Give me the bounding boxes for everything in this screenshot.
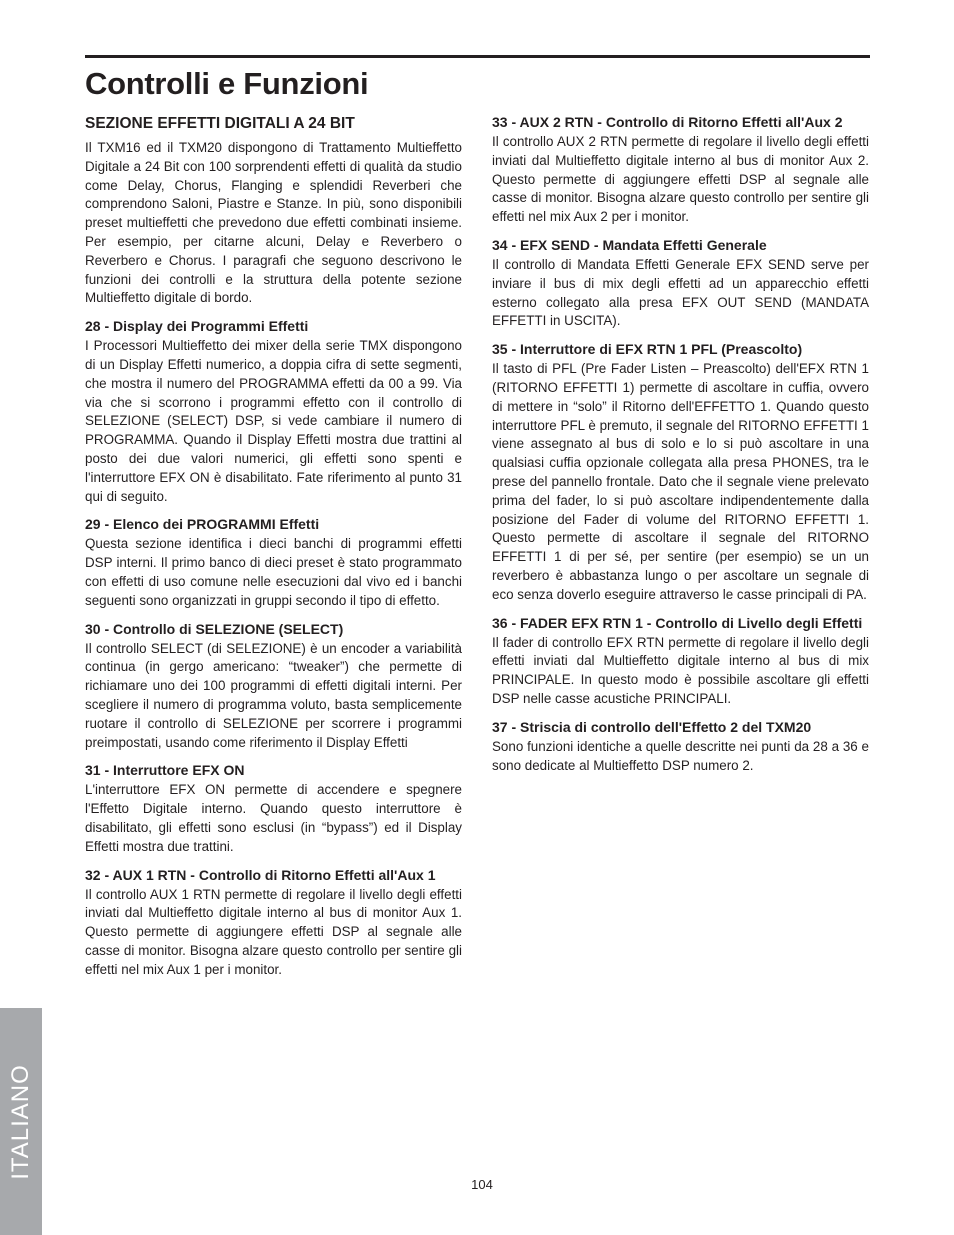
page-title: Controlli e Funzioni — [85, 66, 369, 101]
side-tab-label: ITALIANO — [7, 1064, 34, 1180]
top-rule — [85, 55, 870, 58]
item-heading: 33 - AUX 2 RTN - Controllo di Ritorno Effetti all'Aux 2 — [492, 114, 843, 130]
item-text: Il controllo SELECT (di SELEZIONE) è un encoder a variabilità continua (in gergo americano: “tweaker”) che permette di richiamare uno dei 100 programmi di effetti digitali interni. Per scegliere il numero di programma voluto, basta semplicemente ruotare il controllo di SELEZIONE per scorrere i programmi preimpostati, usando come riferimento il Display Effetti — [85, 640, 462, 750]
item-text: I Processori Multieffetto dei mixer della serie TMX dispongono di un Display Effetti numerico, a doppia cifra di sette segmenti, che mostra il numero del PROGRAMMA effetti da 00 a 99. Via via che si scorrono i programmi effetto con il controllo di SELEZIONE (SELECT) DSP, si vede cambiare il numero di PROGRAMMA. Quando il Display Effetti mostra due trattini al posto dei due valori numerici, gli effetti sono spenti e l'interruttore EFX ON è disabilitato. Fate riferimento al punto 31 qui di seguito. — [85, 338, 462, 504]
language-side-tab — [0, 1008, 42, 1235]
right-column — [492, 112, 869, 775]
item-36 — [492, 613, 869, 709]
item-37 — [492, 717, 869, 776]
item-heading: 28 - Display dei Programmi Effetti — [85, 318, 309, 335]
item-text: Il fader di controllo EFX RTN permette di regolare il livello degli effetti inviati dal Multieffetto digitale interno al bus di mix PRINCIPALE. In questo modo è possibile ascoltare gli effetti DSP nelle casse acustiche PRINCIPALI. — [492, 634, 869, 706]
item-text: Il controllo AUX 2 RTN permette di regolare il livello degli effetti inviati dal Multieffetto digitale interno al bus di monitor Aux 2. Questo permette di aggiungere effetti DSP al segnale alle casse di monitor. Bisogna alzare questo controllo per sentire gli effetti nel mix Aux 2 per i monitor. — [492, 134, 869, 225]
item-text: Il tasto di PFL (Pre Fader Listen – Preascolto) dell'EFX RTN 1 (RITORNO EFFETTI 1) permette di ascoltare in cuffia, ovvero di mettere in “solo” il Ritorno dell'EFFETTO 1. Quando questo interruttore PFL è premuto, il segnale del RITORNO EFFETTI 1 viene assegnato al bus di solo e lo si può ascoltare in una qualsiasi cuffia opzionale collegata alla presa PHONES, tra le prese del pannello frontale. Dato che il segnale viene prelevato prima del fader, lo si può ascoltare indipendentemente dalla posizione del Fader di volume del RITORNO EFFETTI 1. Questo permette di ascoltare il segnale del RITORNO EFFETTI 1 di per sé, per sentire (per esempio) se un un reverbero è abbastanza lungo o per ascoltare un segnale di eco senza doverlo eseguire attraverso le casse principali di PA. — [492, 361, 869, 602]
item-heading: 37 - Striscia di controllo dell'Effetto 2 del TXM20 — [492, 718, 812, 735]
intro-paragraph: Il TXM16 ed il TXM20 dispongono di Trattamento Multieffetto Digitale a 24 Bit con 100 sorprendenti effetti di qualità da studio come Delay, Chorus, Flanging e splendidi Reverberi che comprendono Saloni, Piastre e Stanze. In più, sono disponibili preset multieffetti che prevedono due effetti combinati insieme. Per esempio, per citarne alcuni, Delay e Reverbero o Reverbero e Chorus. I paragrafi che seguono descrivono le funzioni dei controlli e la struttura della potente sezione Multieffetto digitale di bordo. — [85, 140, 462, 306]
item-33 — [492, 112, 869, 227]
item-32 — [85, 865, 462, 980]
item-heading: 30 - Controllo di SELEZIONE (SELECT) — [85, 620, 344, 637]
item-text: Il controllo di Mandata Effetti Generale EFX SEND serve per inviare il bus di mix degli effetti ad un apparecchio effetti esterno collegato alla presa EFX OUT SEND (MANDATA EFFETTI in USCITA). — [492, 256, 869, 329]
page-number: 104 — [471, 1177, 493, 1192]
section-heading: SEZIONE EFFETTI DIGITALI A 24 BIT — [85, 115, 355, 132]
item-31 — [85, 760, 462, 856]
item-heading: 35 - Interruttore di EFX RTN 1 PFL (Preascolto) — [492, 341, 803, 358]
item-text: Questa sezione identifica i dieci banchi di programmi effetti DSP interni. Il primo banco di dieci preset è stato programmato con effetti di uso comune nelle esecuzioni dal vivo ed i banchi seguenti sono organizzati in gruppi secondo il tipo di effetto. — [85, 536, 462, 608]
item-35 — [492, 339, 869, 604]
item-29 — [85, 514, 462, 610]
item-text: Sono funzioni identiche a quelle descritte nei punti da 28 a 36 e sono dedicate al Multieffetto DSP numero 2. — [492, 738, 869, 773]
item-30 — [85, 619, 462, 753]
item-heading: 32 - AUX 1 RTN - Controllo di Ritorno Effetti all'Aux 1 — [85, 866, 436, 883]
item-heading: 36 - FADER EFX RTN 1 - Controllo di Livello degli Effetti — [492, 614, 863, 631]
item-text: L'interruttore EFX ON permette di accendere e spegnere l'Effetto Digitale interno. Quando questo interruttore è disabilitato, gli effetti sono esclusi (in “bypass”) ed il Display Effetti mostra due trattini. — [85, 782, 462, 854]
item-heading: 31 - Interruttore EFX ON — [85, 762, 245, 779]
item-heading: 29 - Elenco dei PROGRAMMI Effetti — [85, 516, 320, 533]
item-28 — [85, 316, 462, 506]
item-text: Il controllo AUX 1 RTN permette di regolare il livello degli effetti inviati dal Multieffetto digitale interno al bus di monitor Aux 1. Questo permette di aggiungere effetti DSP al segnale alle casse di monitor. Bisogna alzare questo controllo per sentire gli effetti nel mix Aux 1 per i monitor. — [85, 886, 462, 977]
left-column — [85, 112, 462, 979]
item-34 — [492, 235, 869, 331]
item-heading: 34 - EFX SEND - Mandata Effetti Generale — [492, 236, 767, 253]
